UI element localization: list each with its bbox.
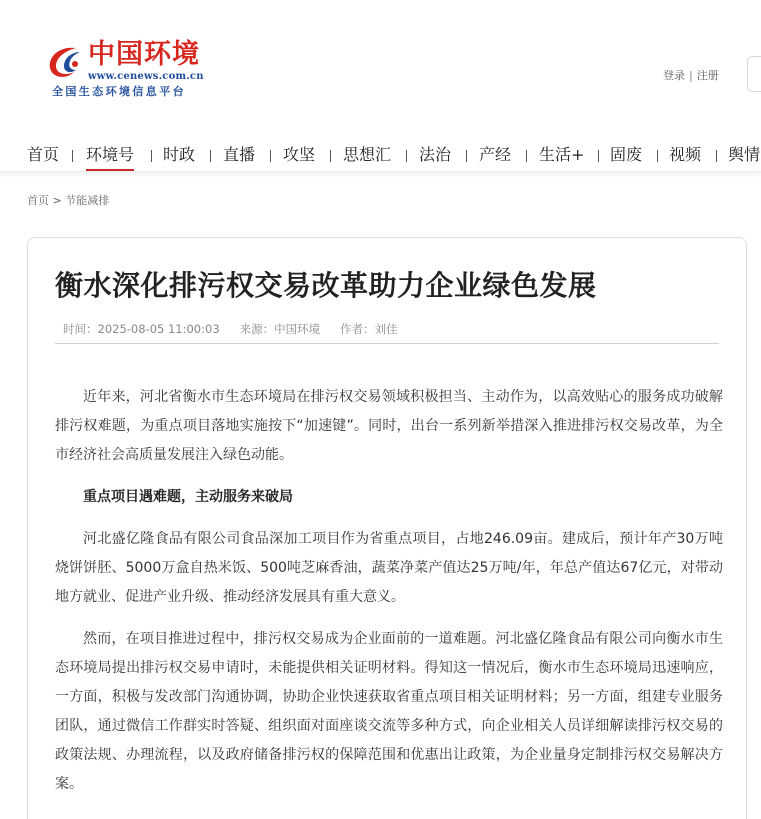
article-body bbox=[55, 383, 723, 812]
nav-item-law[interactable]: 法治 bbox=[419, 145, 452, 164]
nav-divider bbox=[598, 150, 599, 162]
main-nav bbox=[0, 138, 761, 172]
nav-item-video[interactable]: 视频 bbox=[669, 145, 702, 164]
auth-divider: | bbox=[689, 69, 693, 82]
site-header bbox=[0, 0, 761, 130]
nav-item-politics[interactable]: 时政 bbox=[163, 145, 196, 164]
logo-swirl-icon bbox=[46, 42, 88, 82]
nav-divider bbox=[657, 150, 658, 162]
nav-divider bbox=[716, 150, 717, 162]
register-link[interactable]: 注册 bbox=[696, 69, 719, 82]
site-name: 中国环境 bbox=[88, 39, 200, 70]
article-card bbox=[27, 237, 747, 819]
search-input[interactable] bbox=[747, 56, 761, 92]
nav-divider bbox=[210, 150, 211, 162]
article-paragraph: 然而，在项目推进过程中，排污权交易成为企业面前的一道难题。河北盛亿隆食品有限公司向衡水市生态环境局提出排污权交易申请时，未能提供相关证明材料。得知这一情况后，衡水市生态环境局迅速响应，一方面，积极与发改部门沟通协调，协助企业快速获取省重点项目相关证明材料；另一方面，组建专业服务团队，通过微信工作群实时答疑、组织面对面座谈交流等多种方式，向企业相关人员详细解读排污权交易的政策法规、办理流程，以及政府储备排污权的保障范围和优惠出让政策，为企业量身定制排污权交易解决方案。 bbox=[55, 631, 723, 792]
breadcrumb[interactable]: 首页 > 节能减排 bbox=[27, 194, 110, 207]
nav-item-industry[interactable]: 产经 bbox=[479, 145, 512, 164]
nav-item-env-account[interactable]: 环境号 bbox=[86, 145, 135, 164]
nav-item-public-opinion[interactable]: 舆情 bbox=[728, 145, 761, 164]
nav-divider bbox=[270, 150, 271, 162]
site-url: www.cenews.com.cn bbox=[88, 71, 204, 82]
title-divider bbox=[55, 343, 719, 344]
nav-divider bbox=[330, 150, 331, 162]
article-source: 来源：中国环境 bbox=[239, 322, 321, 336]
site-slogan: 全国生态环境信息平台 bbox=[52, 85, 186, 98]
nav-item-solid-waste[interactable]: 固废 bbox=[610, 145, 643, 164]
article-subheading: 重点项目遇难题，主动服务来破局 bbox=[83, 489, 293, 505]
login-link[interactable]: 登录 bbox=[663, 69, 685, 82]
nav-divider bbox=[72, 150, 73, 162]
nav-item-life[interactable]: 生活+ bbox=[539, 145, 585, 164]
auth-links bbox=[663, 67, 719, 83]
article-meta bbox=[63, 321, 418, 337]
nav-divider bbox=[466, 150, 467, 162]
article-title: 衡水深化排污权交易改革助力企业绿色发展 bbox=[55, 269, 597, 302]
nav-item-live[interactable]: 直播 bbox=[223, 145, 256, 164]
article-time: 时间：2025-08-05 11:00:03 bbox=[63, 322, 220, 336]
nav-divider bbox=[406, 150, 407, 162]
article-paragraph: 河北盛亿隆食品有限公司食品深加工项目作为省重点项目，占地246.09亩。建成后，预计年产30万吨烧饼饼胚、5000万盒自热米饭、500吨芝麻香油，蔬菜净菜产值达25万吨/年，年总产值达67亿元，对带动地方就业、促进产业升级、推动经济发展具有重大意义。 bbox=[55, 531, 723, 605]
article-author: 作者：刘佳 bbox=[340, 322, 398, 336]
nav-divider bbox=[151, 150, 152, 162]
nav-item-campaign[interactable]: 攻坚 bbox=[283, 145, 316, 164]
site-logo[interactable] bbox=[46, 40, 226, 102]
nav-divider bbox=[526, 150, 527, 162]
nav-item-ideas[interactable]: 思想汇 bbox=[343, 145, 392, 164]
article-paragraph: 近年来，河北省衡水市生态环境局在排污权交易领域积极担当、主动作为，以高效贴心的服务成功破解排污权难题，为重点项目落地实施按下“加速键”。同时，出台一系列新举措深入推进排污权交易改革，为全市经济社会高质量发展注入绿色动能。 bbox=[55, 389, 723, 463]
nav-item-home[interactable]: 首页 bbox=[27, 145, 60, 164]
